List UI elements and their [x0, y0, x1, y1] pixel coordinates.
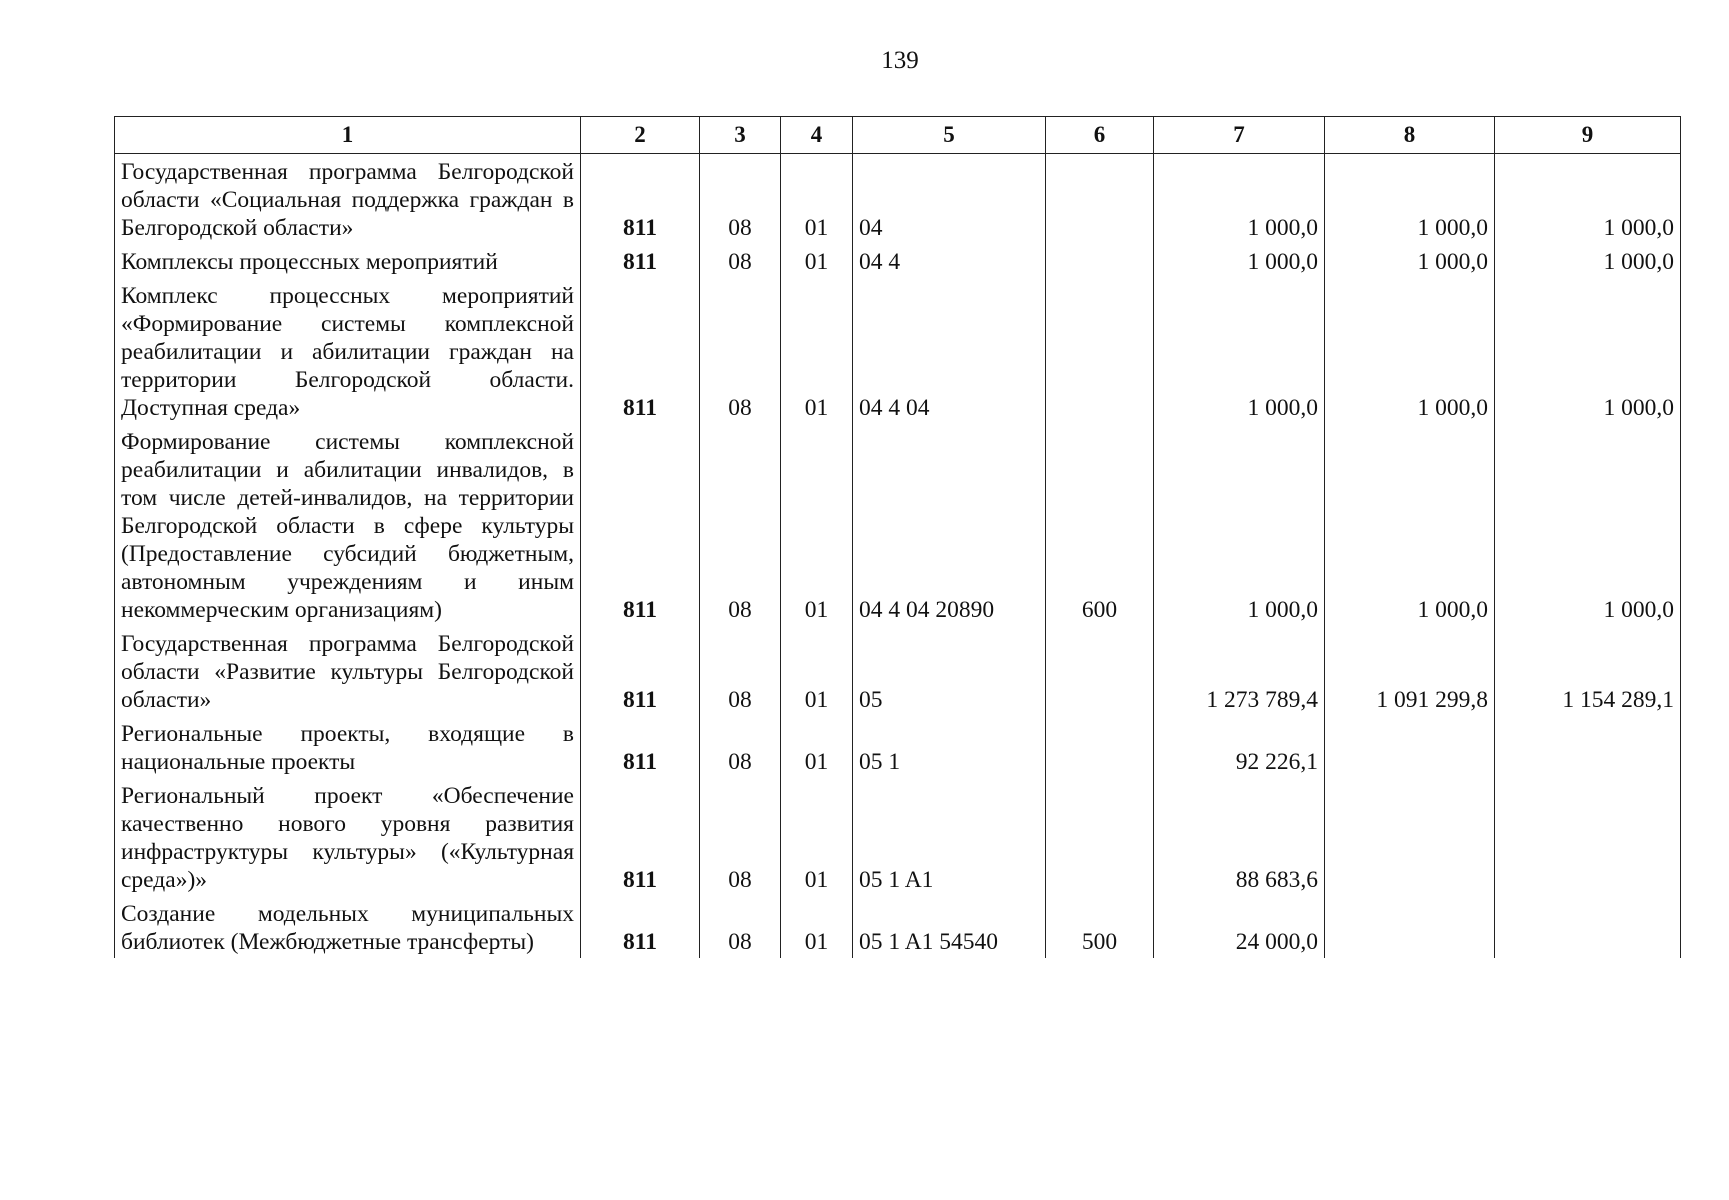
cell-col-9: 1 000,0	[1495, 244, 1681, 278]
cell-col-9	[1495, 716, 1681, 778]
cell-col-5: 05	[853, 626, 1046, 716]
cell-col-8: 1 000,0	[1325, 244, 1495, 278]
cell-col-7: 88 683,6	[1154, 778, 1325, 896]
cell-col-8: 1 000,0	[1325, 154, 1495, 245]
row-name: Государственная программа Белгородской области «Социальная поддержка граждан в Белгородской области»	[115, 154, 581, 245]
table-row	[115, 154, 1681, 245]
cell-col-3: 08	[700, 278, 781, 424]
table-row	[115, 778, 1681, 896]
cell-col-4: 01	[781, 896, 853, 958]
cell-col-2: 811	[581, 778, 700, 896]
cell-col-4: 01	[781, 154, 853, 245]
cell-col-6	[1046, 154, 1154, 245]
table-row	[115, 278, 1681, 424]
cell-col-8	[1325, 778, 1495, 896]
table-row	[115, 424, 1681, 626]
cell-col-7: 1 000,0	[1154, 244, 1325, 278]
row-name: Формирование системы комплексной реабилитации и абилитации инвалидов, в том числе детей-инвалидов, на территории Белгородской области в сфере культуры (Предоставление субсидий бюджетным, автономным учреждениям и иным некоммерческим организациям)	[115, 424, 581, 626]
cell-col-2: 811	[581, 278, 700, 424]
cell-col-5: 05 1	[853, 716, 1046, 778]
table-row	[115, 896, 1681, 958]
cell-col-8: 1 000,0	[1325, 278, 1495, 424]
cell-col-6	[1046, 778, 1154, 896]
cell-col-6	[1046, 716, 1154, 778]
cell-col-7: 1 000,0	[1154, 278, 1325, 424]
cell-col-5: 05 1 A1 54540	[853, 896, 1046, 958]
cell-col-8: 1 000,0	[1325, 424, 1495, 626]
cell-col-5: 04	[853, 154, 1046, 245]
page-number: 139	[881, 47, 919, 74]
cell-col-9: 1 000,0	[1495, 278, 1681, 424]
header-row	[115, 117, 1681, 154]
cell-col-7: 1 000,0	[1154, 424, 1325, 626]
cell-col-6	[1046, 244, 1154, 278]
row-name: Комплексы процессных мероприятий	[115, 244, 581, 278]
cell-col-3: 08	[700, 626, 781, 716]
cell-col-9	[1495, 896, 1681, 958]
table-row	[115, 716, 1681, 778]
cell-col-2: 811	[581, 154, 700, 245]
table-row	[115, 626, 1681, 716]
budget-table	[114, 116, 1681, 958]
cell-col-9: 1 000,0	[1495, 424, 1681, 626]
cell-col-7: 1 273 789,4	[1154, 626, 1325, 716]
cell-col-2: 811	[581, 424, 700, 626]
cell-col-7: 92 226,1	[1154, 716, 1325, 778]
row-name: Государственная программа Белгородской области «Развитие культуры Белгородской области»	[115, 626, 581, 716]
row-name: Региональные проекты, входящие в национальные проекты	[115, 716, 581, 778]
cell-col-6: 600	[1046, 424, 1154, 626]
row-name: Комплекс процессных мероприятий «Формирование системы комплексной реабилитации и абилитации граждан на территории Белгородской области. Доступная среда»	[115, 278, 581, 424]
row-name: Региональный проект «Обеспечение качественно нового уровня развития инфраструктуры культуры» («Культурная среда»)»	[115, 778, 581, 896]
cell-col-9: 1 154 289,1	[1495, 626, 1681, 716]
cell-col-4: 01	[781, 278, 853, 424]
cell-col-4: 01	[781, 424, 853, 626]
cell-col-4: 01	[781, 244, 853, 278]
table-body	[115, 154, 1681, 959]
cell-col-2: 811	[581, 896, 700, 958]
header-col-6: 6	[1046, 117, 1154, 154]
cell-col-6: 500	[1046, 896, 1154, 958]
cell-col-8: 1 091 299,8	[1325, 626, 1495, 716]
cell-col-4: 01	[781, 716, 853, 778]
cell-col-2: 811	[581, 716, 700, 778]
cell-col-6	[1046, 278, 1154, 424]
cell-col-3: 08	[700, 896, 781, 958]
cell-col-6	[1046, 626, 1154, 716]
header-col-5: 5	[853, 117, 1046, 154]
cell-col-2: 811	[581, 626, 700, 716]
table-row	[115, 244, 1681, 278]
cell-col-3: 08	[700, 716, 781, 778]
header-col-4: 4	[781, 117, 853, 154]
cell-col-5: 05 1 A1	[853, 778, 1046, 896]
cell-col-4: 01	[781, 626, 853, 716]
cell-col-2: 811	[581, 244, 700, 278]
header-col-1: 1	[115, 117, 581, 154]
cell-col-7: 24 000,0	[1154, 896, 1325, 958]
cell-col-7: 1 000,0	[1154, 154, 1325, 245]
cell-col-3: 08	[700, 424, 781, 626]
cell-col-9	[1495, 778, 1681, 896]
cell-col-8	[1325, 716, 1495, 778]
header-col-8: 8	[1325, 117, 1495, 154]
header-col-2: 2	[581, 117, 700, 154]
cell-col-5: 04 4	[853, 244, 1046, 278]
header-col-7: 7	[1154, 117, 1325, 154]
cell-col-3: 08	[700, 244, 781, 278]
header-col-9: 9	[1495, 117, 1681, 154]
cell-col-5: 04 4 04 20890	[853, 424, 1046, 626]
cell-col-4: 01	[781, 778, 853, 896]
cell-col-5: 04 4 04	[853, 278, 1046, 424]
cell-col-8	[1325, 896, 1495, 958]
cell-col-3: 08	[700, 778, 781, 896]
cell-col-9: 1 000,0	[1495, 154, 1681, 245]
cell-col-3: 08	[700, 154, 781, 245]
row-name: Создание модельных муниципальных библиотек (Межбюджетные трансферты)	[115, 896, 581, 958]
header-col-3: 3	[700, 117, 781, 154]
